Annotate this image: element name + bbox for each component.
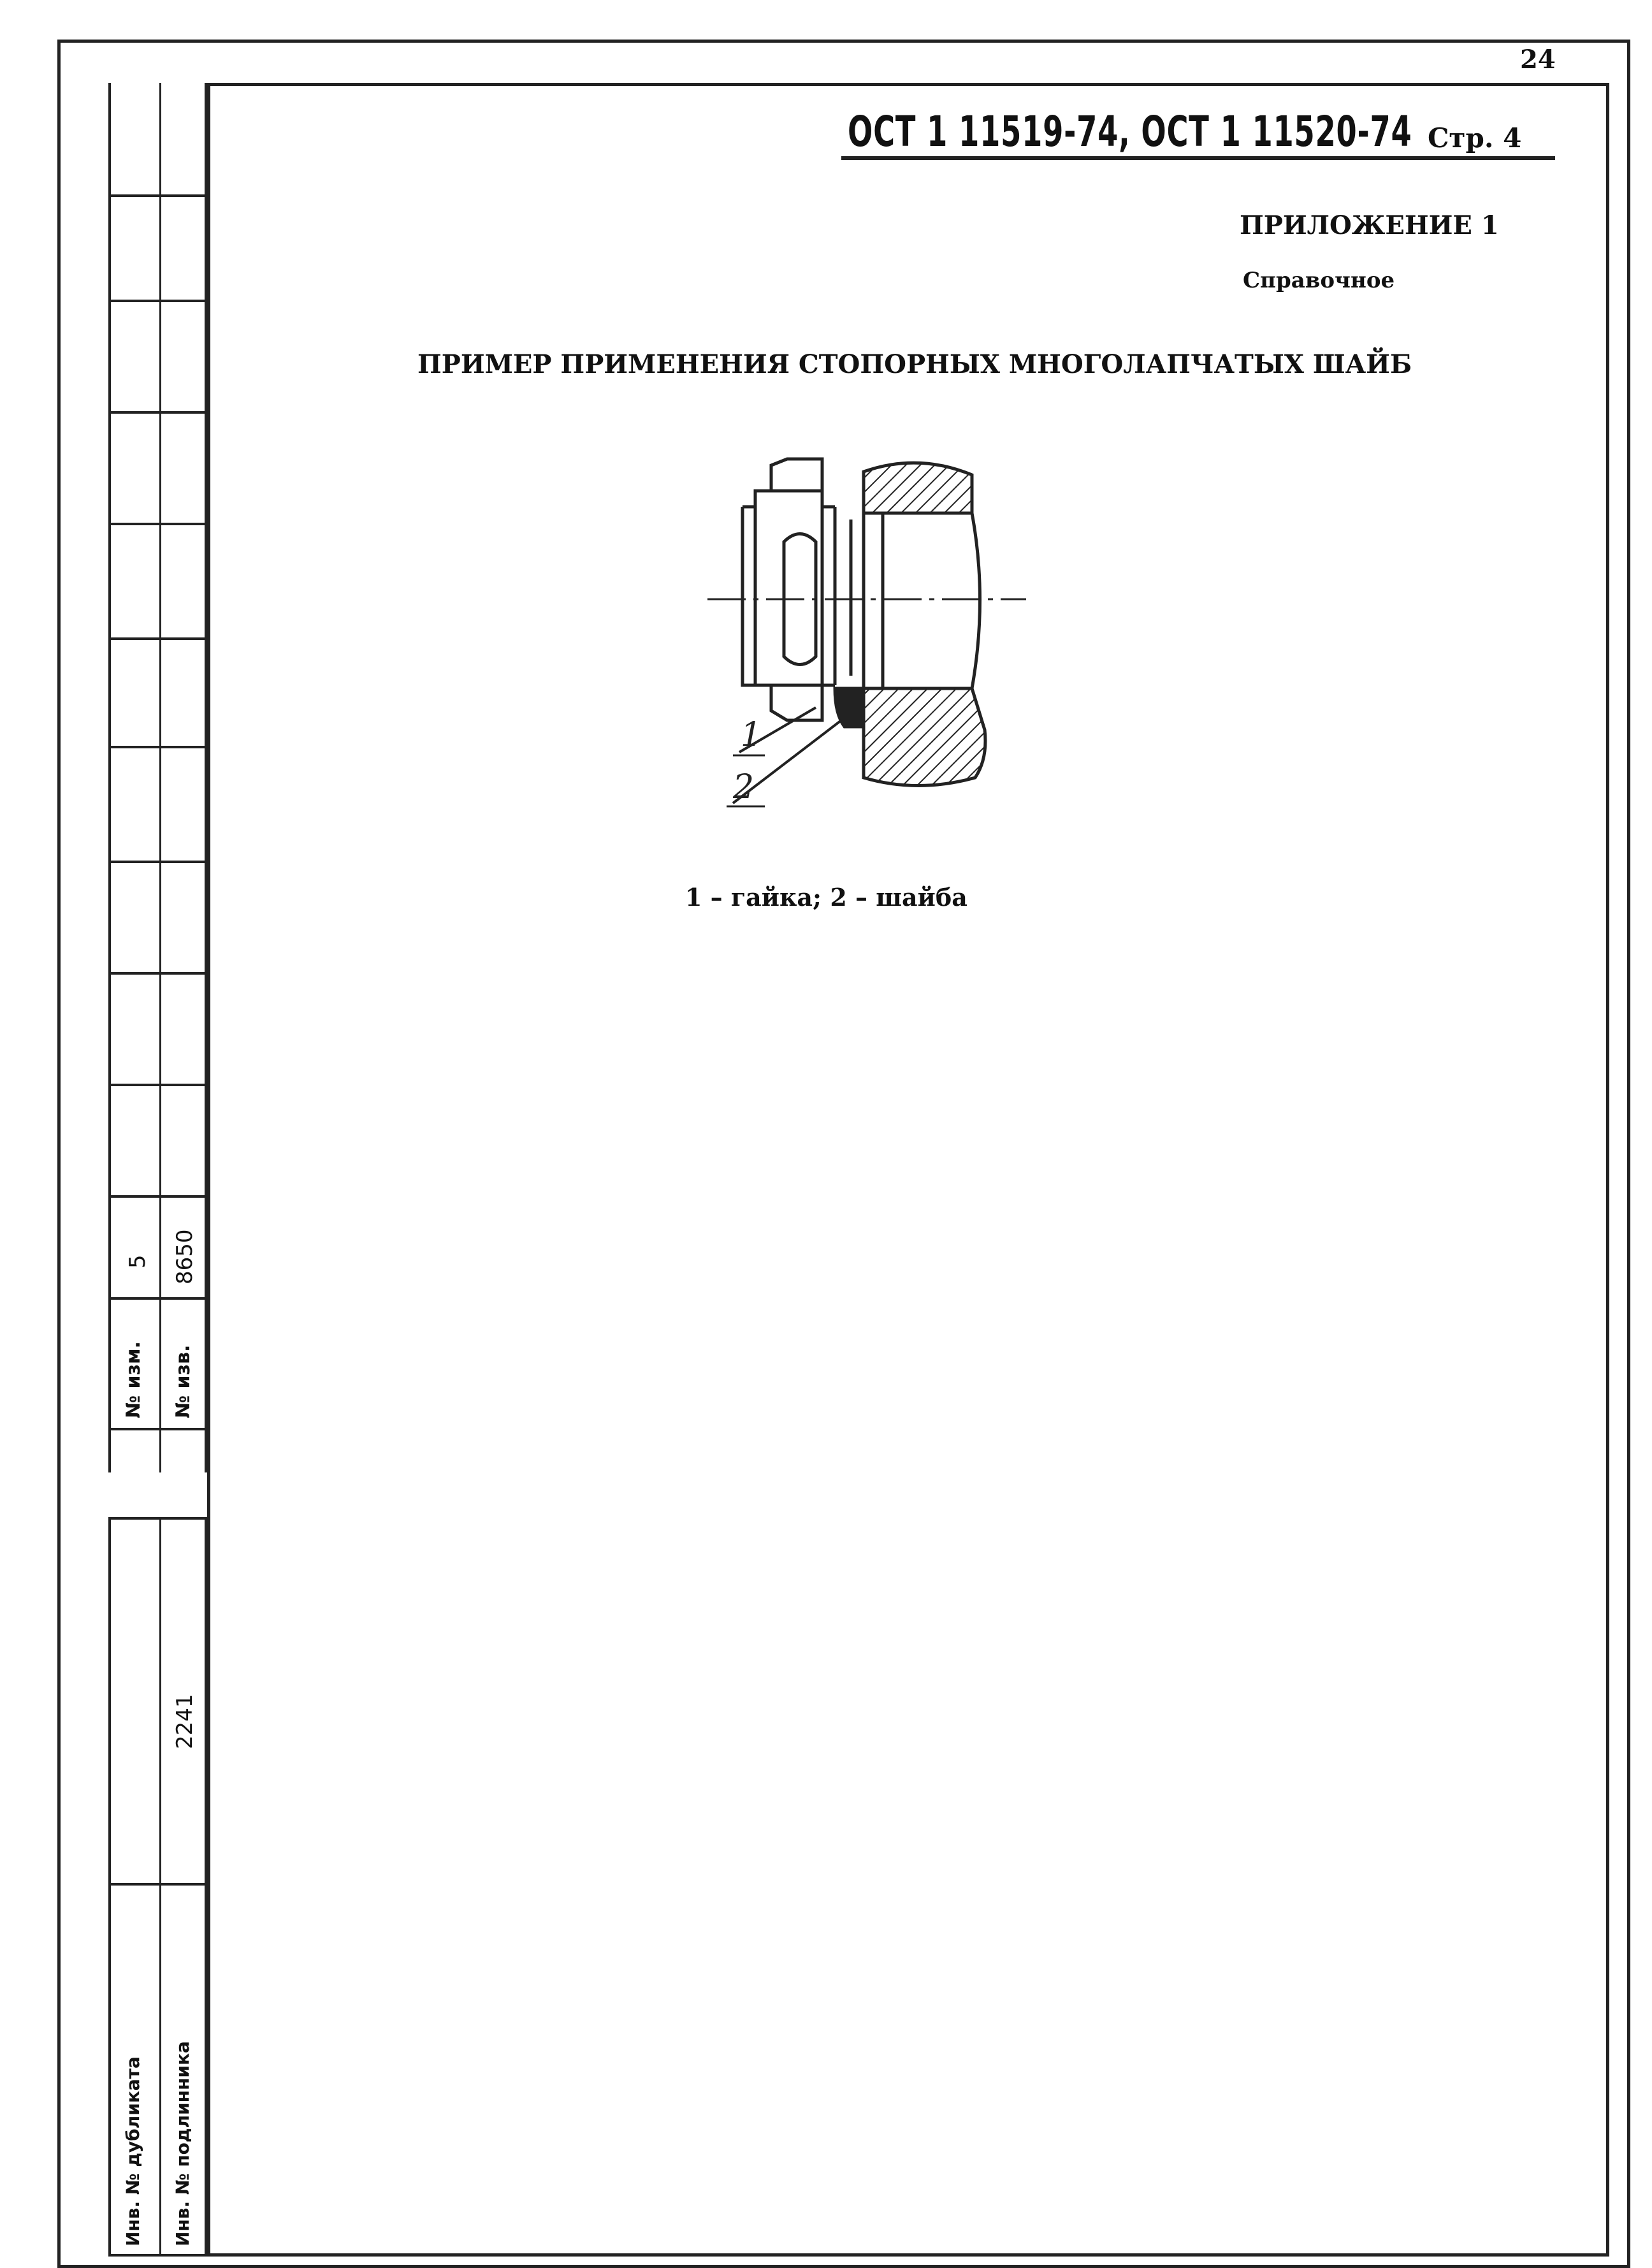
change-no-label: № изм. (122, 1341, 145, 1418)
nut-top-outline (743, 459, 835, 507)
figure-caption: 1 – гайка; 2 – шайба (685, 883, 967, 912)
sheet-number: 24 (1520, 45, 1556, 75)
strip-row-line (111, 194, 205, 197)
housing-top-section (864, 463, 972, 513)
page-label: Стр. 4 (1428, 122, 1522, 154)
change-no-value: 5 (125, 1254, 150, 1268)
nut-washer-drawing (707, 446, 1052, 854)
document-code: ОСТ 1 11519-74, ОСТ 1 11520-74 (848, 107, 1412, 156)
notice-no-value: 8650 (172, 1229, 198, 1284)
strip-row-line (111, 411, 205, 414)
strip-row-line (111, 1084, 205, 1086)
housing-break-line (972, 513, 980, 688)
strip-row-line (111, 861, 205, 863)
strip-row-line (111, 300, 205, 302)
header-underline (841, 156, 1555, 160)
strip-divider (159, 83, 161, 1472)
inventory-strip (108, 1517, 207, 2257)
callout-1: 1 (741, 716, 762, 754)
callout-2: 2 (733, 768, 755, 806)
original-inventory-label: Инв. № подлинника (172, 2041, 193, 2246)
inner-frame (207, 83, 1609, 2257)
appendix-type: Справочное (1243, 268, 1395, 293)
strip-row-line (111, 972, 205, 975)
housing-bottom-section (864, 688, 985, 786)
nut-bottom-outline (771, 685, 822, 720)
strip-divider (159, 1520, 161, 2254)
appendix-title: ПРИЛОЖЕНИЕ 1 (1240, 210, 1499, 240)
original-inventory-value: 2241 (172, 1694, 198, 1749)
strip-row-line (111, 523, 205, 525)
duplicate-inventory-label: Инв. № дубликата (122, 2056, 143, 2246)
figure-title: ПРИМЕР ПРИМЕНЕНИЯ СТОПОРНЫХ МНОГОЛАПЧАТЫХ ШАЙБ (417, 349, 1412, 379)
strip-row-line (111, 1883, 205, 1886)
side-stamp-strip (108, 83, 207, 1472)
strip-row-line (111, 637, 205, 640)
notice-no-label: № изв. (172, 1344, 194, 1418)
strip-row-line (111, 746, 205, 748)
strip-row-line (111, 1195, 205, 1198)
strip-row-line (111, 1297, 205, 1300)
strip-row-line (111, 1428, 205, 1430)
